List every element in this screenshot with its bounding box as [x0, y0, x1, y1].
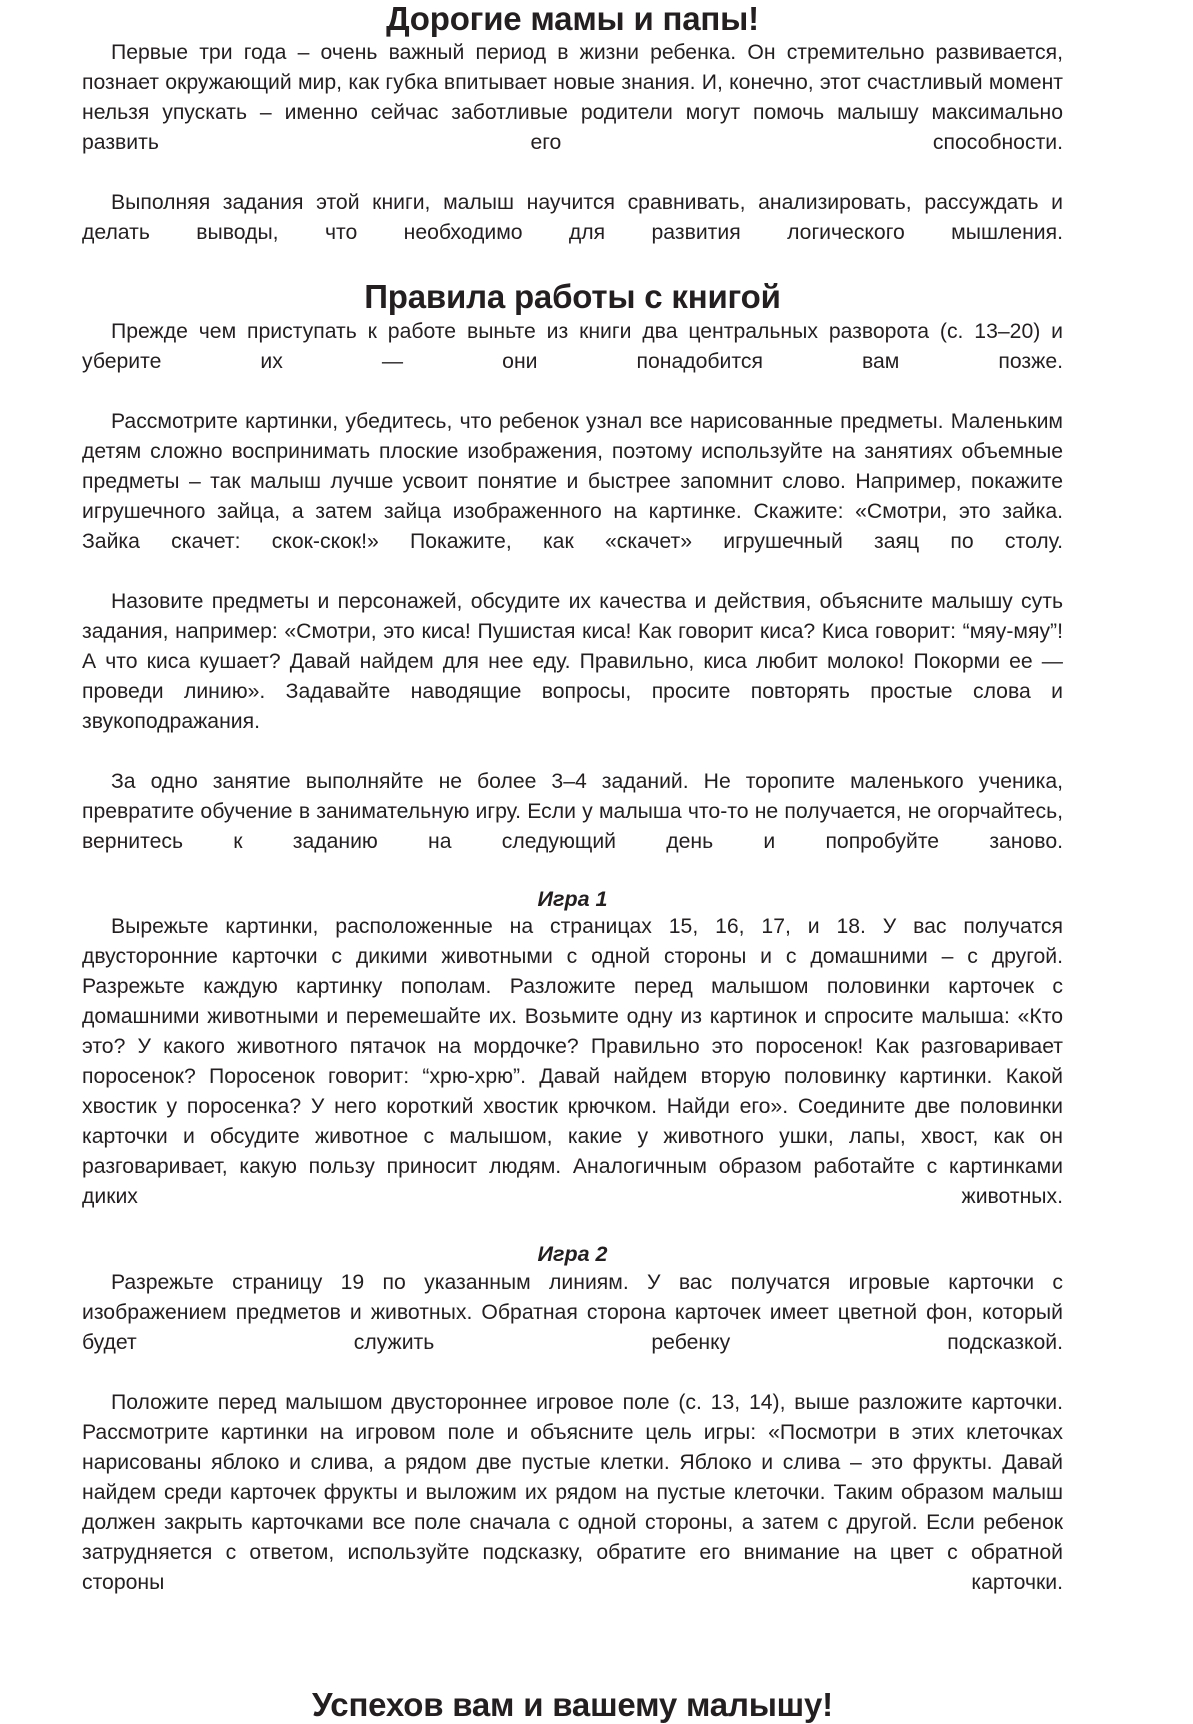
rules-paragraph-4: За одно занятие выполняйте не более 3–4 заданий. Не торопите маленького ученика, превратите обучение в занимательную игру. Если у малыша что-то не получается, не огорчайтесь, вернитесь к заданию на следующий день и попробуйте заново. — [82, 769, 1063, 853]
heading-dear-parents: Дорогие мамы и папы! — [386, 0, 759, 37]
page-content — [82, 0, 1063, 1724]
heading-rules-of-work: Правила работы с книгой — [364, 278, 781, 316]
game-1-paragraph-1: Вырежьте картинки, расположенные на страницах 15, 16, 17, и 18. У вас получатся двусторонние карточки с дикими животными с одной стороны и с домашними – с другой. Разрежьте каждую картинку пополам. Разложите перед малышом половинки карточек с домашними животными и перемешайте их. Возьмите одну из картинок и спросите малыша: «Кто это? У какого животного пятачок на мордочке? Правильно это поросенок! Как разговаривает поросенок? Поросенок говорит: “хрю-хрю”. Давай найдем вторую половинку картинки. Какой хвостик у поросенка? У него короткий хвостик крючком. Найди его». Соедините две половинки карточки и обсудите животное с малышом, какие у животного ушки, лапы, хвост, как он разговаривает, какую пользу приносит людям. Аналогичным образом работайте с картинками диких животных. — [82, 915, 1063, 1209]
intro-paragraph-1: Первые три года – очень важный период в жизни ребенка. Он стремительно развивается, познает окружающий мир, как губка впитывает новые знания. И, конечно, этот счастливый момент нельзя упускать – именно сейчас заботливые родители могут помочь малышу максимально развить его способности. — [82, 41, 1063, 155]
heading-game-1: Игра 1 — [537, 886, 608, 911]
intro-paragraph-2: Выполняя задания этой книги, малыш научится сравнивать, анализировать, рассуждать и делать выводы, что необходимо для развития логического мышления. — [82, 191, 1063, 245]
game-2-paragraph-2: Положите перед малышом двустороннее игровое поле (с. 13, 14), выше разложите карточки. Рассмотрите картинки на игровом поле и объясните цель игры: «Посмотри в этих клеточках нарисованы яблоко и слива, а рядом две пустые клетки. Яблоко и слива – это фрукты. Давай найдем среди карточек фрукты и выложим их рядом на пустые клеточки. Таким образом малыш должен закрыть карточками все поле сначала с одной стороны, а затем с другой. Если ребенок затрудняется с ответом, используйте подсказку, обратите его внимание на цвет с обратной стороны карточки. — [82, 1391, 1063, 1595]
rules-paragraph-3: Назовите предметы и персонажей, обсудите их качества и действия, объясните малышу суть задания, например: «Смотри, это киса! Пушистая киса! Как говорит киса? Киса говорит: “мяу-мяу”! А что киса кушает? Давай найдем для нее еду. Правильно, киса любит молоко! Покорми ее — проведи линию». Задавайте наводящие вопросы, просите повторять простые слова и звукоподражания. — [82, 589, 1063, 733]
game-2-paragraph-1: Разрежьте страницу 19 по указанным линиям. У вас получатся игровые карточки с изображением предметов и животных. Обратная сторона карточек имеет цветной фон, который будет служить ребенку подсказкой. — [82, 1271, 1063, 1355]
rules-paragraph-2: Рассмотрите картинки, убедитесь, что ребенок узнал все нарисованные предметы. Маленьким детям сложно воспринимать плоские изображения, поэтому используйте на занятиях объемные предметы – так малыш лучше усвоит понятие и быстрее запомнит слово. Например, покажите игрушечного зайца, а затем зайца изображенного на картинке. Скажите: «Смотри, это зайка. Зайка скачет: скок-скок!» Покажите, как «скачет» игрушечный заяц по столу. — [82, 409, 1063, 553]
rules-paragraph-1: Прежде чем приступать к работе выньте из книги два центральных разворота (с. 13–20) и уберите их — они понадобится вам позже. — [82, 319, 1063, 373]
heading-closing-wish: Успехов вам и вашему малышу! — [312, 1686, 833, 1724]
heading-game-2: Игра 2 — [537, 1242, 608, 1267]
